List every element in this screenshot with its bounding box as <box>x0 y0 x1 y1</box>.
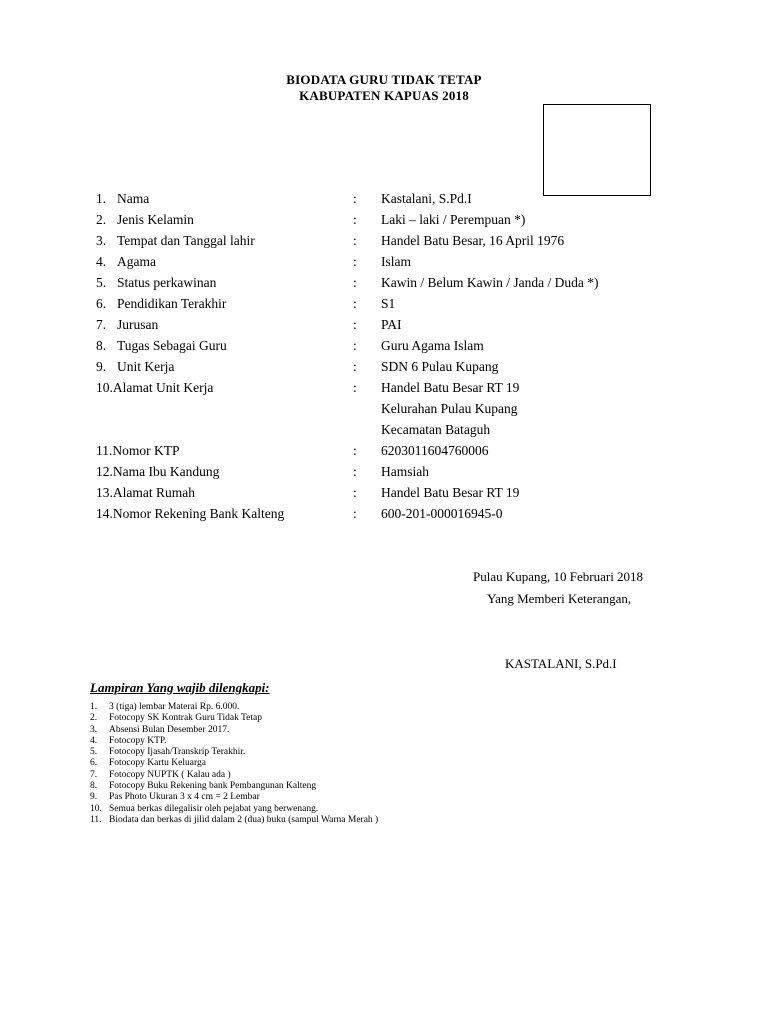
biodata-row-value: Kecamatan Bataguh <box>381 422 491 437</box>
biodata-row-value: Handel Batu Besar, 16 April 1976 <box>381 233 565 248</box>
biodata-row-value: Kastalani, S.Pd.I <box>381 191 472 206</box>
attachment-item-text: Absensi Bulan Desember 2017. <box>109 724 230 735</box>
biodata-row-number: 7. <box>96 317 107 332</box>
biodata-row-number: 2. <box>96 212 107 227</box>
biodata-row-label: Agama <box>117 254 156 269</box>
biodata-row <box>0 254 768 274</box>
signature-place-date: Pulau Kupang, 10 Februari 2018 <box>473 569 644 584</box>
biodata-row-value: Hamsiah <box>381 464 429 479</box>
biodata-row <box>0 338 768 358</box>
biodata-row-colon: : <box>353 464 357 479</box>
attachment-item-text: Fotocopy KTP. <box>109 735 167 746</box>
attachment-item <box>90 758 378 769</box>
biodata-row-label: 10.Alamat Unit Kerja <box>96 380 214 395</box>
attachment-item-text: Fotocopy Ijasah/Transkrip Terakhir. <box>109 747 246 758</box>
attachment-item <box>90 747 378 758</box>
biodata-row <box>0 506 768 526</box>
biodata-row-label: Nama <box>117 191 150 206</box>
page-subtitle: KABUPATEN KAPUAS 2018 <box>299 88 469 103</box>
page-title: BIODATA GURU TIDAK TETAP <box>286 72 482 87</box>
biodata-row-number: 4. <box>96 254 107 269</box>
biodata-row-colon: : <box>353 443 357 458</box>
biodata-row <box>0 317 768 337</box>
attachment-item <box>90 804 378 815</box>
biodata-row <box>0 275 768 295</box>
attachment-item-text: Biodata dan berkas di jilid dalam 2 (dua) buku (sampul Warna Merah ) <box>109 814 379 825</box>
biodata-row-number: 6. <box>96 296 107 311</box>
biodata-row-label: 11.Nomor KTP <box>96 443 180 458</box>
attachment-item <box>90 770 378 781</box>
biodata-row-colon: : <box>353 275 357 290</box>
biodata-row-value: Kawin / Belum Kawin / Janda / Duda *) <box>381 275 599 290</box>
photo-placeholder-box <box>543 104 651 196</box>
biodata-row <box>0 212 768 232</box>
biodata-row <box>0 296 768 316</box>
biodata-row <box>0 422 768 442</box>
biodata-row-label: 13.Alamat Rumah <box>96 485 195 500</box>
biodata-row-label: Pendidikan Terakhir <box>117 296 227 311</box>
attachment-item-number: 8. <box>90 781 98 792</box>
biodata-row-label: Unit Kerja <box>117 359 175 374</box>
biodata-row-colon: : <box>353 317 357 332</box>
attachment-item-number: 10. <box>90 803 102 814</box>
attachment-item-text: 3 (tiga) lembar Materai Rp. 6.000. <box>109 702 240 712</box>
attachment-item-text: Fotocopy SK Kontrak Guru Tidak Tetap <box>109 713 263 724</box>
biodata-row-colon: : <box>353 296 357 311</box>
attachment-item-number: 7. <box>90 769 98 780</box>
attachment-item-number: 1. <box>90 702 98 712</box>
biodata-row-colon: : <box>353 506 357 521</box>
attachment-item-number: 6. <box>90 758 98 769</box>
biodata-row-number: 1. <box>96 191 107 206</box>
attachment-item <box>90 781 378 792</box>
biodata-row-value: Handel Batu Besar RT 19 <box>381 380 520 395</box>
biodata-row-number: 9. <box>96 359 107 374</box>
attachment-item-text: Fotocopy Kartu Keluarga <box>109 758 206 769</box>
attachments-list <box>90 702 378 826</box>
biodata-row <box>0 464 768 484</box>
biodata-row <box>0 233 768 253</box>
attachment-item <box>90 792 378 803</box>
attachment-item-number: 3. <box>90 724 98 735</box>
attachments-title: Lampiran Yang wajib dilengkapi: <box>90 680 270 695</box>
attachment-item <box>90 702 378 713</box>
attachment-item-text: Pas Photo Ukuran 3 x 4 cm = 2 Lembar <box>109 792 260 803</box>
biodata-row <box>0 380 768 400</box>
attachment-item-text: Fotocopy Buku Rekening bank Pembangunan Kalteng <box>109 781 317 792</box>
biodata-row-label: Tugas Sebagai Guru <box>117 338 227 353</box>
attachment-item <box>90 815 378 826</box>
signature-role: Yang Memberi Keterangan, <box>487 591 632 606</box>
attachment-item-text: Fotocopy NUPTK ( Kalau ada ) <box>109 769 231 780</box>
biodata-row-label: Tempat dan Tanggal lahir <box>117 233 255 248</box>
biodata-row-value: Islam <box>381 254 411 269</box>
biodata-row-value: Kelurahan Pulau Kupang <box>381 401 518 416</box>
biodata-row-value: Laki – laki / Perempuan *) <box>381 212 526 227</box>
attachment-item-text: Semua berkas dilegalisir oleh pejabat yang berwenang. <box>109 803 319 814</box>
attachment-item-number: 2. <box>90 713 98 724</box>
biodata-row-value: 600-201-000016945-0 <box>381 506 503 521</box>
attachment-item <box>90 736 378 747</box>
biodata-row-colon: : <box>353 380 357 395</box>
biodata-row-colon: : <box>353 212 357 227</box>
biodata-row-label: Status perkawinan <box>117 275 217 290</box>
biodata-row-number: 3. <box>96 233 107 248</box>
biodata-row-colon: : <box>353 338 357 353</box>
biodata-row-value: SDN 6 Pulau Kupang <box>381 359 499 374</box>
biodata-row-number: 5. <box>96 275 107 290</box>
biodata-row-value: Handel Batu Besar RT 19 <box>381 485 520 500</box>
biodata-row <box>0 485 768 505</box>
biodata-row-colon: : <box>353 359 357 374</box>
biodata-row-value: PAI <box>381 317 402 332</box>
biodata-row-label: Jurusan <box>117 317 159 332</box>
biodata-row-value: S1 <box>381 296 396 311</box>
biodata-row <box>0 191 768 211</box>
biodata-row <box>0 443 768 463</box>
attachment-item-number: 9. <box>90 792 98 803</box>
signature-name: KASTALANI, S.Pd.I <box>505 656 617 671</box>
attachment-item <box>90 725 378 736</box>
biodata-row-colon: : <box>353 191 357 206</box>
biodata-row-number: 8. <box>96 338 107 353</box>
biodata-row-colon: : <box>353 233 357 248</box>
biodata-row-colon: : <box>353 254 357 269</box>
biodata-row <box>0 359 768 379</box>
attachment-item-number: 4. <box>90 735 98 746</box>
biodata-row-value: 6203011604760006 <box>381 443 489 458</box>
attachment-item-number: 5. <box>90 747 98 758</box>
biodata-row-label: 12.Nama Ibu Kandung <box>96 464 220 479</box>
biodata-row-colon: : <box>353 485 357 500</box>
biodata-row-value: Guru Agama Islam <box>381 338 484 353</box>
biodata-row <box>0 401 768 421</box>
biodata-row-label: Jenis Kelamin <box>117 212 194 227</box>
attachment-item-number: 11. <box>90 814 102 825</box>
biodata-row-label: 14.Nomor Rekening Bank Kalteng <box>96 506 285 521</box>
attachment-item <box>90 713 378 724</box>
